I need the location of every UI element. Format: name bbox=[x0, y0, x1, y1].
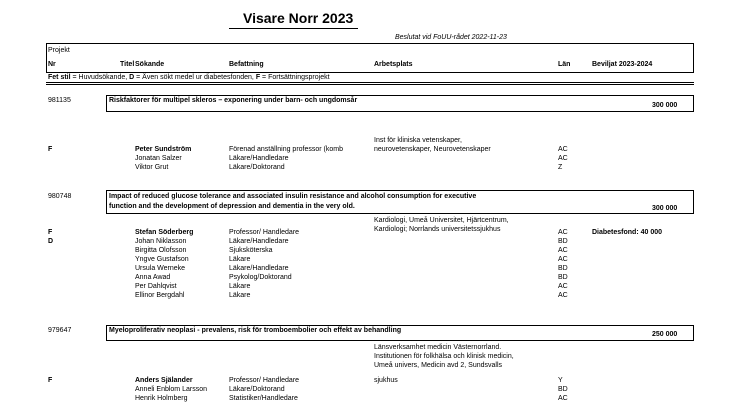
person-lan: AC bbox=[558, 292, 568, 299]
person-name: Ursula Werneke bbox=[135, 265, 186, 272]
person-name: Yngve Gustafson bbox=[135, 256, 189, 263]
person-lan: BD bbox=[558, 265, 568, 272]
person-position: Läkare/Doktorand bbox=[229, 164, 285, 171]
person-position: Läkare bbox=[229, 292, 251, 299]
legend bbox=[48, 74, 330, 82]
page-title: Visare Norr 2023 bbox=[243, 10, 354, 26]
header-beviljat: Beviljat 2023-2024 bbox=[592, 61, 653, 68]
header-befattning: Befattning bbox=[229, 61, 264, 68]
legend-bold-key: Fet stil bbox=[48, 74, 71, 81]
header-nr: Nr bbox=[48, 61, 56, 68]
title-underline bbox=[229, 28, 358, 29]
project-amount: 300 000 bbox=[652, 205, 678, 212]
person-lan: Y bbox=[558, 377, 563, 384]
person-flag: D bbox=[48, 238, 54, 245]
person-name: Per Dahlqvist bbox=[135, 283, 177, 290]
person-name: Anna Awad bbox=[135, 274, 171, 281]
workplace-line: Institutionen för folkhälsa och klinisk medicin, bbox=[374, 353, 514, 360]
legend-rule bbox=[46, 82, 694, 83]
decision-note: Beslutat vid FoUU-rådet 2022-11-23 bbox=[395, 34, 507, 41]
person-position: Professor/ Handledare bbox=[229, 377, 300, 384]
person-lan: AC bbox=[558, 256, 568, 263]
person-position: Psykolog/Doktorand bbox=[229, 274, 292, 281]
person-name: Viktor Grut bbox=[135, 164, 169, 171]
project-amount: 300 000 bbox=[652, 102, 678, 109]
person-position: Professor/ Handledare bbox=[229, 229, 300, 236]
workplace-line: Inst för kliniska vetenskaper, bbox=[374, 137, 462, 144]
project-title: Riskfaktorer för multipel skleros – exponering under barn- och ungdomsår bbox=[109, 97, 358, 104]
person-lan: AC bbox=[558, 155, 568, 162]
header-lan: Län bbox=[558, 61, 571, 68]
person-name: Johan Niklasson bbox=[135, 238, 187, 245]
legend-f-key: F bbox=[255, 74, 261, 81]
person-flag: F bbox=[48, 146, 53, 153]
person-name: Birgitta Olofsson bbox=[135, 247, 187, 254]
person-position: Läkare/Handledare bbox=[229, 155, 289, 162]
person-name: Jonatan Salzer bbox=[135, 155, 182, 162]
person-lan: Z bbox=[558, 164, 563, 171]
workplace-line: neurovetenskaper, Neurovetenskaper bbox=[374, 146, 491, 153]
legend-d-key: D bbox=[129, 74, 135, 81]
person-lan: BD bbox=[558, 274, 568, 281]
person-position: Statistiker/Handledare bbox=[229, 395, 298, 402]
legend-part2: = Även sökt medel ur diabetesfonden, bbox=[134, 74, 256, 81]
person-position: Förenad anställning professor (komb bbox=[229, 146, 344, 153]
person-lan: AC bbox=[558, 247, 568, 254]
person-lan: AC bbox=[558, 146, 568, 153]
person-name: Anneli Enblom Larsson bbox=[135, 386, 207, 393]
workplace-line: Kardiologi, Umeå Universitet, Hjärtcentrum, bbox=[374, 217, 509, 224]
person-lan: AC bbox=[558, 395, 568, 402]
project-title: Myeloproliferativ neoplasi - prevalens, risk för tromboembolier och effekt av behandling bbox=[109, 327, 402, 334]
project-title: Impact of reduced glucose tolerance and associated insulin resistance and alcohol consumption for executive bbox=[109, 193, 477, 200]
legend-part1: = Huvudsökande, bbox=[70, 74, 130, 81]
header-projekt: Projekt bbox=[48, 47, 70, 54]
person-lan: BD bbox=[558, 386, 568, 393]
project-nr: 980748 bbox=[48, 193, 72, 200]
workplace-line: Umeå univers, Medicin avd 2, Sundsvalls bbox=[374, 362, 503, 369]
person-name: Anders Själander bbox=[135, 377, 193, 384]
workplace-line: sjukhus bbox=[374, 377, 398, 384]
person-name: Peter Sundström bbox=[135, 146, 192, 153]
person-flag: F bbox=[48, 377, 53, 384]
person-position: Läkare/Handledare bbox=[229, 265, 289, 272]
project-title-cont: function and the development of depression and dementia in the very old. bbox=[109, 203, 355, 210]
header-titel: Titel bbox=[120, 61, 135, 68]
legend-part3: = Fortsättningsprojekt bbox=[260, 74, 330, 81]
header-arbetsplats: Arbetsplats bbox=[374, 61, 413, 68]
person-position: Läkare bbox=[229, 283, 251, 290]
legend-rule-2 bbox=[46, 84, 694, 85]
person-position: Sjuksköterska bbox=[229, 247, 273, 254]
person-name: Henrik Holmberg bbox=[135, 395, 188, 402]
header-sokande: Sökande bbox=[135, 61, 165, 68]
workplace-line: Kardiologi; Norrlands universitetssjukhus bbox=[374, 226, 501, 233]
workplace-line: Länsverksamhet medicin Västernorrland. bbox=[374, 344, 502, 351]
person-lan: AC bbox=[558, 283, 568, 290]
project-amount: 250 000 bbox=[652, 331, 678, 338]
person-position: Läkare/Doktorand bbox=[229, 386, 285, 393]
person-lan: AC bbox=[558, 229, 568, 236]
person-flag: F bbox=[48, 229, 53, 236]
person-position: Läkare/Handledare bbox=[229, 238, 289, 245]
person-name: Ellinor Bergdahl bbox=[135, 292, 185, 299]
project-nr: 981135 bbox=[48, 97, 71, 104]
person-position: Läkare bbox=[229, 256, 251, 263]
diabetes-fund-note: Diabetesfond: 40 000 bbox=[592, 229, 663, 236]
person-name: Stefan Söderberg bbox=[135, 229, 194, 236]
person-lan: BD bbox=[558, 238, 568, 245]
project-nr: 979647 bbox=[48, 327, 72, 334]
